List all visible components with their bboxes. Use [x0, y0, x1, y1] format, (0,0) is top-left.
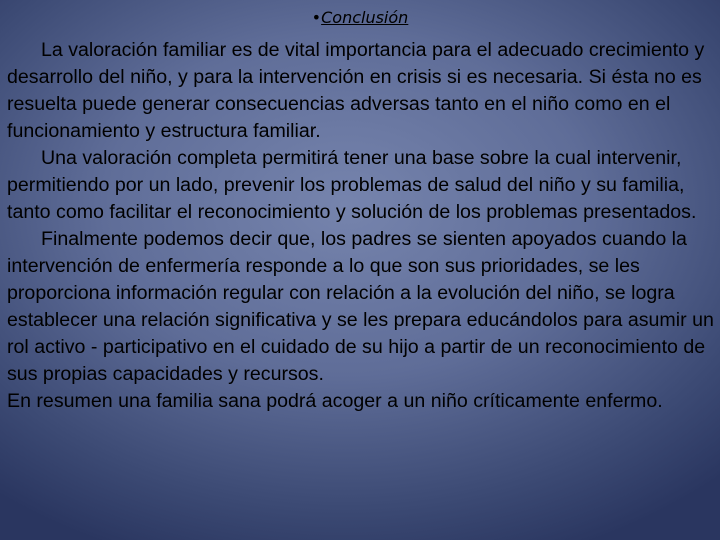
title-text: Conclusión [321, 8, 409, 27]
slide-body [7, 37, 715, 415]
paragraph-finalmente: Finalmente podemos decir que, los padres se sienten apoyados cuando la intervención de enfermería responde a lo que son sus prioridades, se les proporciona información regular con relación a la evolución del niño, se logra establecer una relación significativa y se les prepara educándolos para asumir un rol activo - participativo en el cuidado de su hijo a partir de un reconocimiento de sus propias capacidades y recursos. [7, 228, 714, 385]
slide-title [0, 6, 720, 30]
paragraph-resumen: En resumen una familia sana podrá acoger a un niño críticamente enfermo. [7, 390, 663, 412]
title-bullet: • [311, 8, 322, 27]
paragraph-valoracion-completa: Una valoración completa permitirá tener una base sobre la cual intervenir, permitiendo por un lado, prevenir los problemas de salud del niño y su familia, tanto como facilitar el reconocimiento y solución de los problemas presentados. [7, 147, 697, 223]
paragraph-valoracion-familiar: La valoración familiar es de vital importancia para el adecuado crecimiento y desarrollo del niño, y para la intervención en crisis si es necesaria. Si ésta no es resuelta puede generar consecuencias adversas tanto en el niño como en el funcionamiento y estructura familiar. [7, 39, 705, 142]
